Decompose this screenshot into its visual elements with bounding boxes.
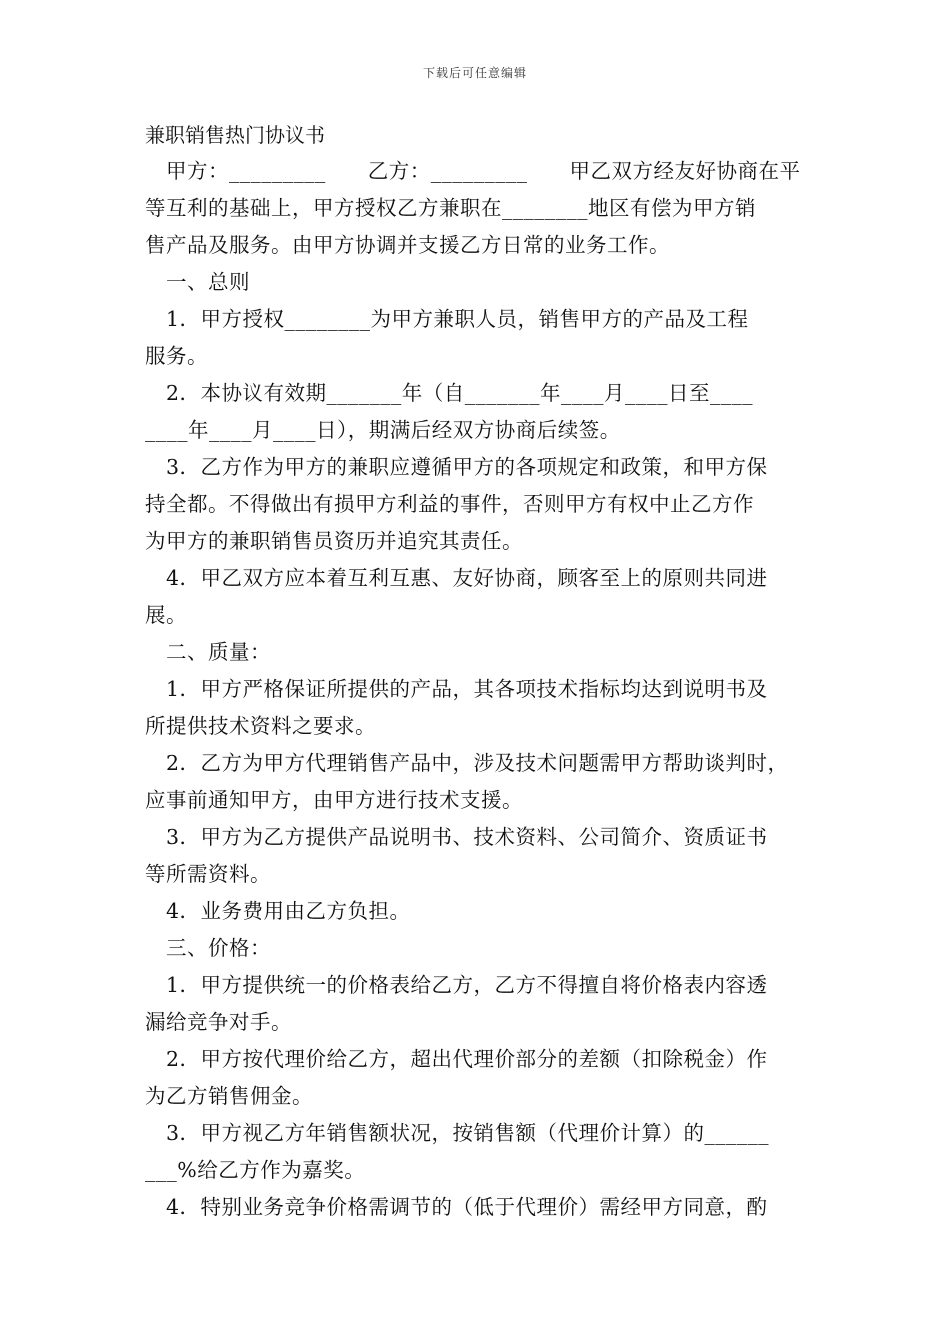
text-line: 1．甲方严格保证所提供的产品，其各项技术指标均达到说明书及 bbox=[145, 677, 768, 701]
text-line: 等互利的基础上，甲方授权乙方兼职在________地区有偿为甲方销 bbox=[145, 196, 756, 220]
text-line: 甲方：_________ 乙方：_________ 甲乙双方经友好协商在平 bbox=[145, 159, 801, 183]
text-line: 1．甲方授权________为甲方兼职人员，销售甲方的产品及工程 bbox=[145, 307, 749, 331]
text-line: 3．甲方视乙方年销售额状况，按销售额（代理价计算）的______ bbox=[145, 1121, 770, 1145]
document-title: 兼职销售热门协议书 bbox=[145, 123, 325, 147]
section-heading: 三、价格： bbox=[145, 936, 271, 960]
text-line: 展。 bbox=[145, 603, 187, 627]
text-line: 1．甲方提供统一的价格表给乙方，乙方不得擅自将价格表内容透 bbox=[145, 973, 768, 997]
text-line: 4．业务费用由乙方负担。 bbox=[145, 899, 411, 923]
text-line: 持全都。不得做出有损甲方利益的事件，否则甲方有权中止乙方作 bbox=[145, 492, 754, 516]
text-line: 4．甲乙双方应本着互利互惠、友好协商，顾客至上的原则共同进 bbox=[145, 566, 768, 590]
text-line: 3．乙方作为甲方的兼职应遵循甲方的各项规定和政策，和甲方保 bbox=[145, 455, 768, 479]
text-line: ____年____月____日），期满后经双方协商后续签。 bbox=[145, 418, 621, 442]
text-line: 为乙方销售佣金。 bbox=[145, 1084, 313, 1108]
text-line: 应事前通知甲方，由甲方进行技术支援。 bbox=[145, 788, 523, 812]
text-line: 3．甲方为乙方提供产品说明书、技术资料、公司简介、资质证书 bbox=[145, 825, 768, 849]
text-line: 4．特别业务竞争价格需调节的（低于代理价）需经甲方同意，酌 bbox=[145, 1195, 768, 1219]
text-line: 所提供技术资料之要求。 bbox=[145, 714, 376, 738]
text-line: 2．甲方按代理价给乙方，超出代理价部分的差额（扣除税金）作 bbox=[145, 1047, 768, 1071]
text-line: 为甲方的兼职销售员资历并追究其责任。 bbox=[145, 529, 523, 553]
header-note: 下载后可任意编辑 bbox=[422, 66, 527, 80]
text-line: 2．本协议有效期_______年（自_______年____月____日至____ bbox=[145, 381, 754, 405]
text-line: 漏给竞争对手。 bbox=[145, 1010, 292, 1034]
text-line: 服务。 bbox=[145, 344, 208, 368]
text-line: ___%给乙方作为嘉奖。 bbox=[145, 1158, 366, 1182]
section-heading: 二、质量： bbox=[145, 640, 271, 664]
section-heading: 一、总则 bbox=[145, 270, 250, 294]
text-line: 等所需资料。 bbox=[145, 862, 271, 886]
text-line: 售产品及服务。由甲方协调并支援乙方日常的业务工作。 bbox=[145, 233, 670, 257]
document-body bbox=[145, 156, 845, 1229]
text-line: 2．乙方为甲方代理销售产品中，涉及技术问题需甲方帮助谈判时， bbox=[145, 751, 789, 775]
